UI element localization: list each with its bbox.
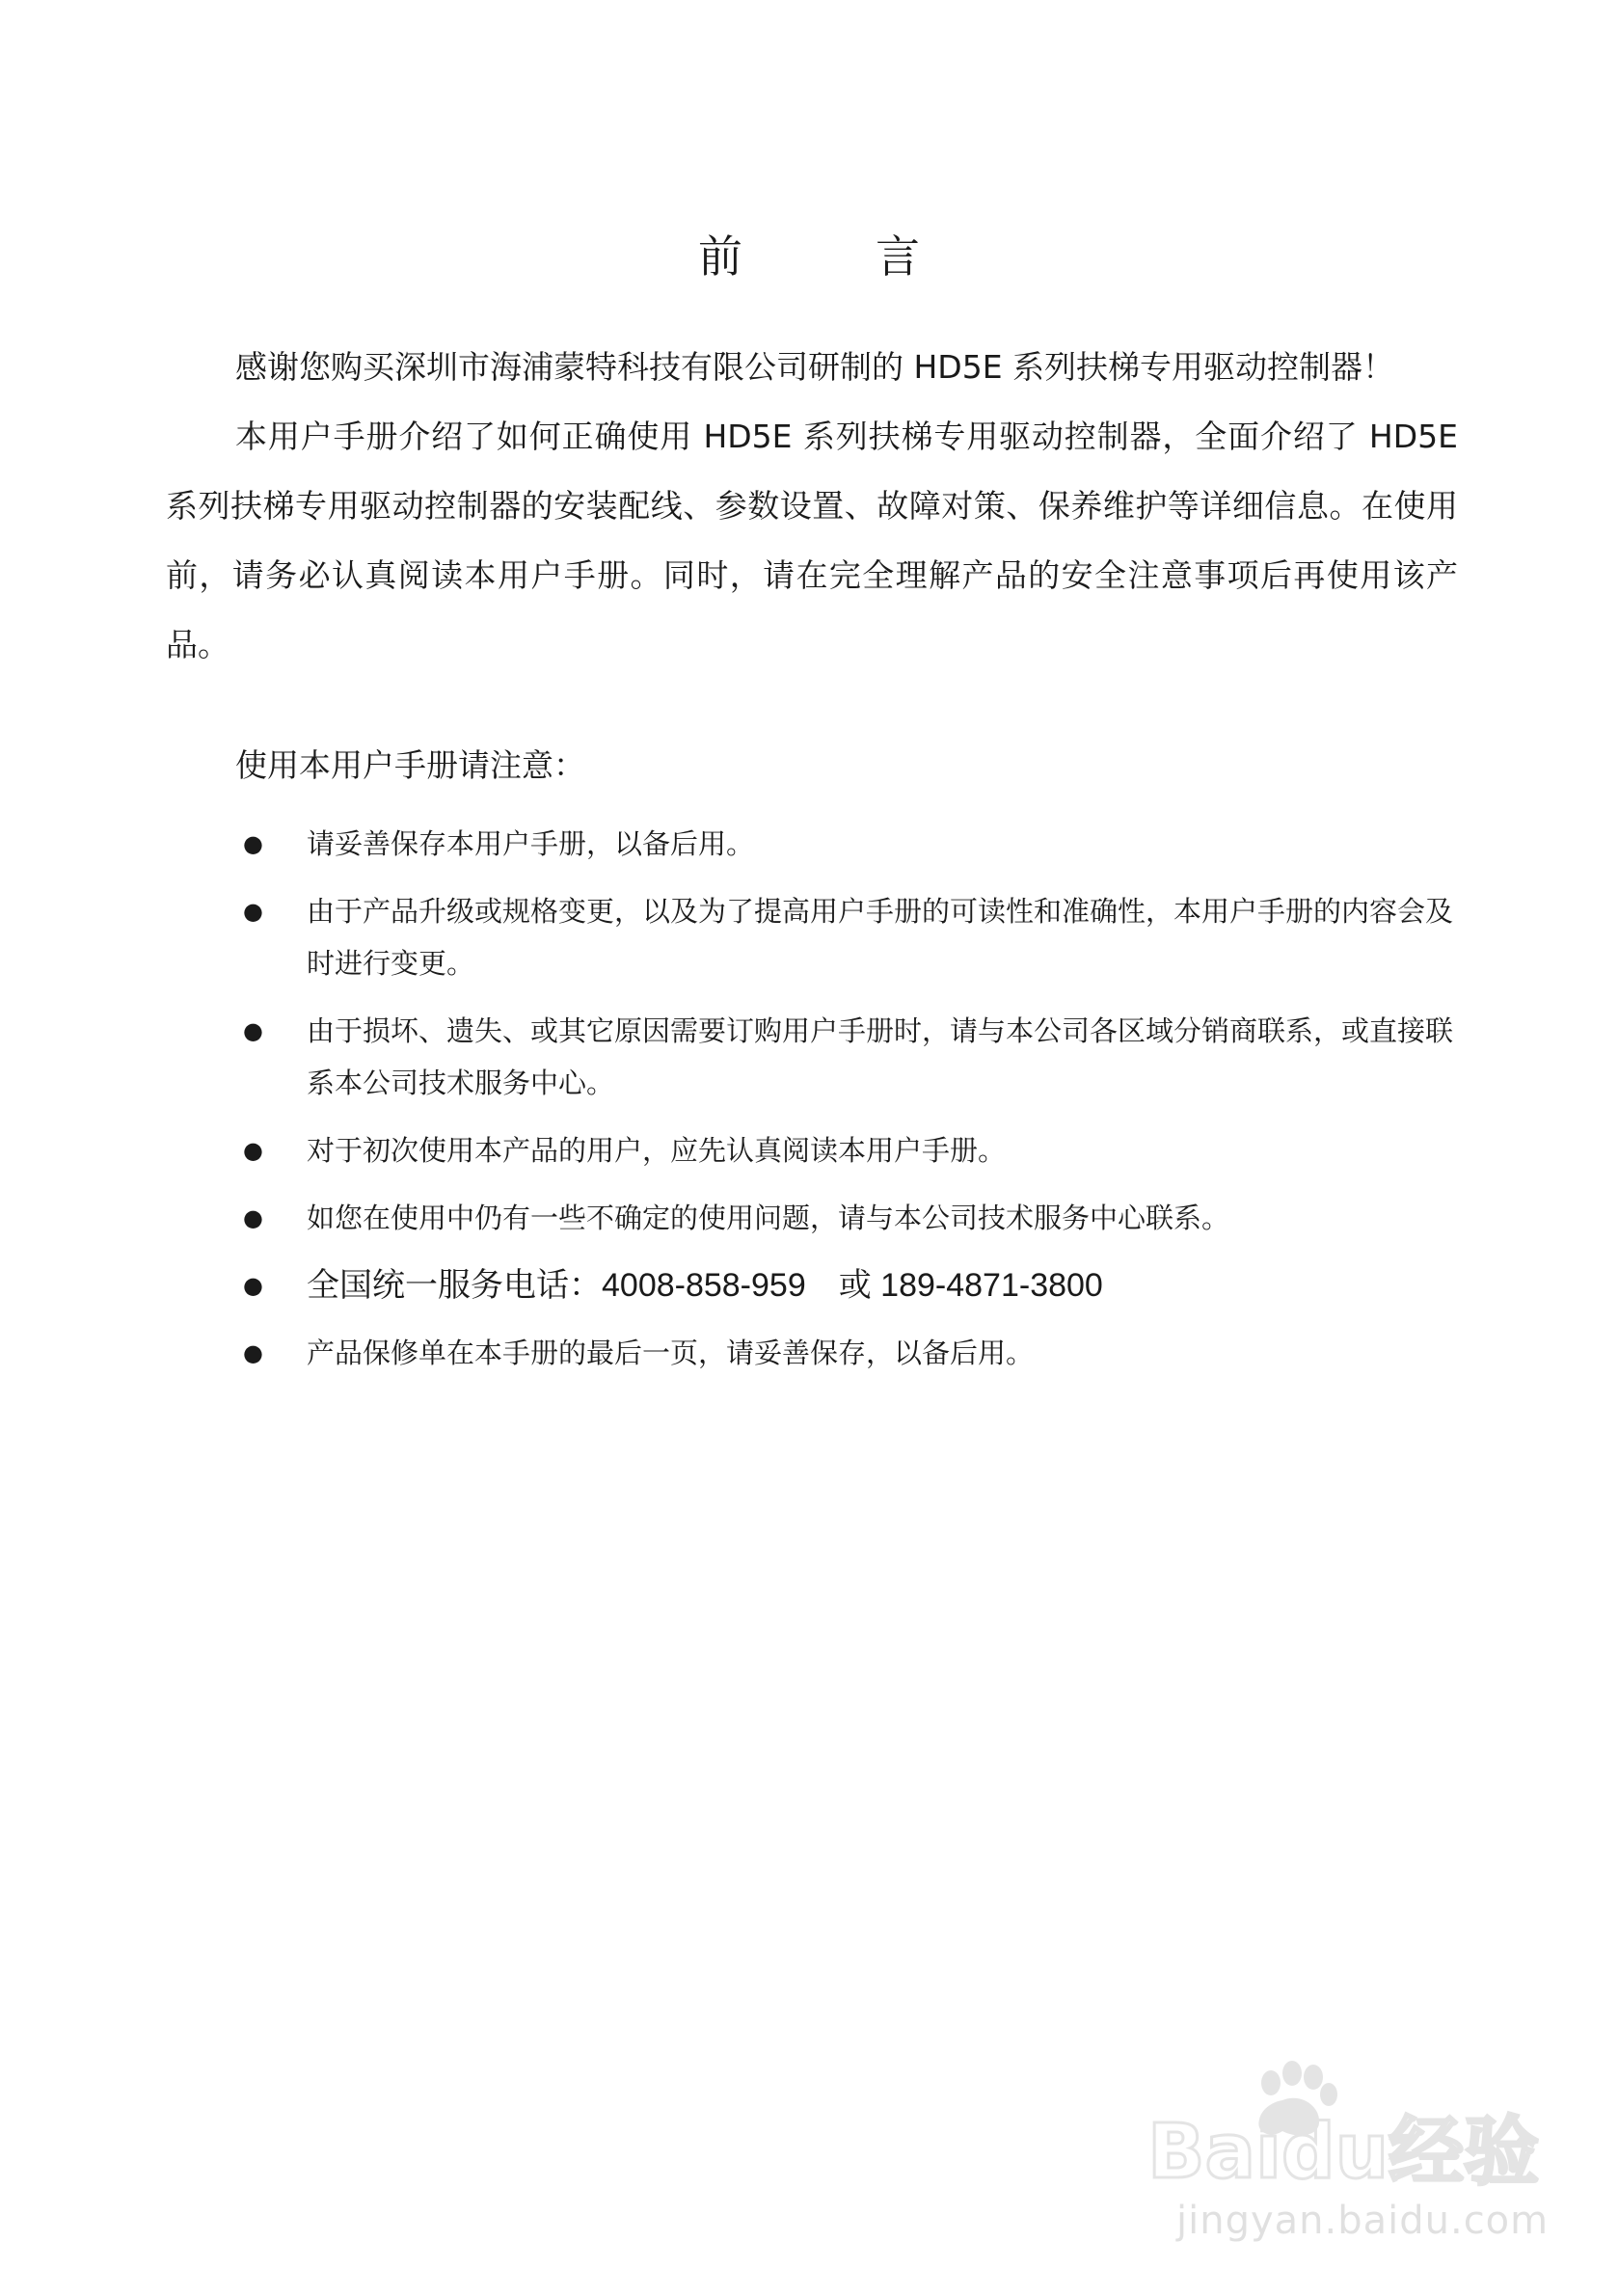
notice-item-text: 如您在使用中仍有一些不确定的使用问题，请与本公司技术服务中心联系。 xyxy=(307,1202,1230,1234)
watermark-url: jingyan.baidu.com xyxy=(1176,2199,1550,2243)
bullet-dot-icon: ● xyxy=(243,1204,263,1231)
notice-item xyxy=(241,1192,1475,1244)
bullet-dot-icon: ● xyxy=(243,1017,263,1044)
bullet-dot-icon: ● xyxy=(243,1137,263,1164)
bullet-dot-icon: ● xyxy=(243,1272,263,1299)
bullet-dot-icon: ● xyxy=(243,1339,263,1366)
watermark-logo-text: Baidu经验 xyxy=(1147,2109,1540,2196)
bullet-dot-icon: ● xyxy=(243,898,263,925)
service-phone-text: 全国统一服务电话：4008-858-959 或 189-4871-3800 xyxy=(307,1267,1103,1304)
notice-item-text: 请妥善保存本用户手册，以备后用。 xyxy=(307,827,755,860)
notice-item xyxy=(241,1005,1475,1109)
notice-item-text: 产品保修单在本手册的最后一页，请妥善保存，以备后用。 xyxy=(307,1337,1035,1369)
notice-item-text: 对于初次使用本产品的用户，应先认真阅读本用户手册。 xyxy=(307,1134,1007,1167)
baidu-paw-logo-icon xyxy=(1147,2054,1562,2199)
notice-item xyxy=(241,1124,1475,1176)
notice-list xyxy=(241,818,1475,1394)
notice-item xyxy=(241,818,1475,870)
notice-item-text: 由于损坏、遗失、或其它原因需要订购用户手册时，请与本公司各区域分销商联系，或直接联系本公司技术服务中心。 xyxy=(307,1014,1454,1099)
notice-lead: 使用本用户手册请注意： xyxy=(235,746,585,784)
baidu-jingyan-watermark xyxy=(1147,2054,1562,2266)
bullet-dot-icon: ● xyxy=(243,830,263,857)
page-title: 前 言 xyxy=(698,230,964,283)
notice-item xyxy=(241,1327,1475,1379)
intro-paragraph-1: 感谢您购买深圳市海浦蒙特科技有限公司研制的 HD5E 系列扶梯专用驱动控制器！ xyxy=(235,348,1395,386)
notice-item xyxy=(241,885,1475,989)
notice-item-phone xyxy=(241,1259,1475,1311)
intro-paragraph-2: 本用户手册介绍了如何正确使用 HD5E 系列扶梯专用驱动控制器，全面介绍了 HD5E 系列扶梯专用驱动控制器的安装配线、参数设置、故障对策、保养维护等详细信息。在使用前，请务必认真阅读本用户手册。同时，请在完全理解产品的安全注意事项后再使用该产品。 xyxy=(166,418,1458,663)
notice-item-text: 由于产品升级或规格变更，以及为了提高用户手册的可读性和准确性，本用户手册的内容会及时进行变更。 xyxy=(307,895,1454,980)
